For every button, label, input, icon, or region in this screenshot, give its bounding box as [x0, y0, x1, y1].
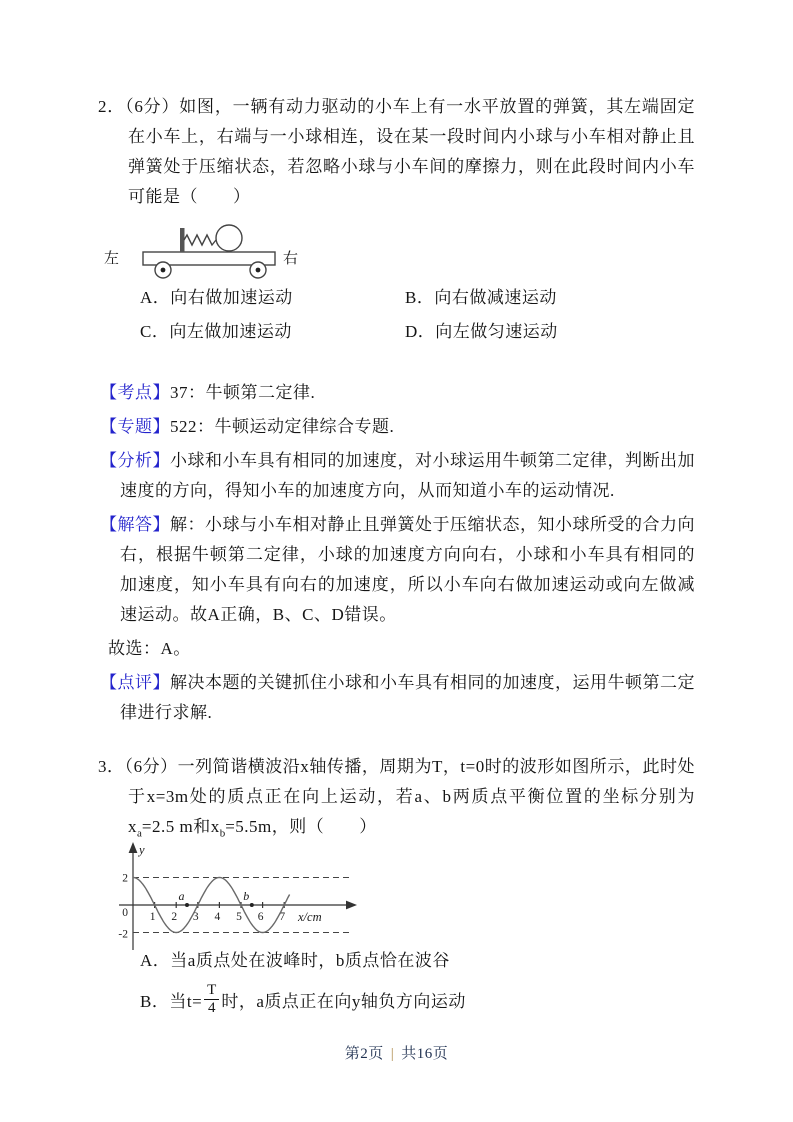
q3-subscript-b: b: [219, 827, 226, 840]
footer-page-number: 第2页: [344, 1046, 384, 1062]
q3-option-b-post: 时，a质点正在向y轴负方向运动: [221, 991, 466, 1011]
dianping-label: 【点评】: [100, 673, 170, 692]
spring-coil-icon: [184, 235, 216, 245]
cart-wheel-left-hub: [161, 268, 166, 273]
x-tick-label: 3: [192, 911, 199, 923]
x-axis-arrow-icon: [346, 901, 357, 910]
y-tick-label: 0: [122, 907, 128, 919]
cart-figure: [103, 216, 303, 287]
q2-option-d-text: 向左做匀速运动: [435, 322, 558, 341]
q2-option-a-text: 向右做加速运动: [170, 288, 293, 307]
dianping-section: [100, 668, 695, 728]
fraction-denominator: 4: [207, 999, 216, 1016]
page-footer: [0, 1042, 793, 1063]
fraction-T-over-4: [204, 982, 219, 1017]
fenxi-text: 小球和小车具有相同的加速度，对小球运用牛顿第二定律，判断出加速度的方向，得知小车的加速度方向，从而知道小车的运动情况.: [120, 451, 695, 500]
y-axis-arrow-icon: [129, 842, 138, 853]
kaodian-text: 37：牛顿第二定律.: [170, 383, 316, 402]
ball: [216, 225, 242, 251]
jieda-text: 解：小球与小车相对静止且弹簧处于压缩状态，知小球所受的合力向右，根据牛顿第二定律，小球的加速度方向向右，小球和小车具有相同的加速度，知小车具有向右的加速度，所以小车向右做加速运动或向左做减速运动。故A正确，B、C、D错误。: [120, 515, 695, 624]
q3-option-b-label: B．: [140, 991, 170, 1011]
cart-wheel-right-hub: [256, 268, 261, 273]
q2-option-c-label: C．: [140, 322, 170, 341]
jieda-label: 【解答】: [100, 515, 170, 534]
zhuanti-label: 【专题】: [100, 417, 170, 436]
wave-plot: [112, 842, 362, 954]
q3-option-a-text: 当a质点处在波峰时，b质点恰在波谷: [170, 951, 450, 970]
fraction-numerator: T: [204, 982, 219, 1000]
particle-label-a: a: [178, 889, 185, 903]
y-tick-label: 2: [122, 872, 128, 885]
q2-option-b-text: 向右做减速运动: [434, 288, 557, 307]
q3-option-b-pre: 当t=: [169, 991, 203, 1011]
cart-spring-diagram: [103, 216, 303, 282]
particle-label-b: b: [243, 889, 250, 903]
particle-dot-b: [250, 903, 254, 907]
footer-page-total: 共16页: [401, 1046, 449, 1062]
question-2-solution: [100, 378, 695, 732]
y-tick-label: -2: [118, 928, 128, 941]
x-tick-label: 7: [279, 911, 286, 923]
kaodian-label: 【考点】: [100, 383, 170, 402]
q2-option-a-label: A．: [140, 288, 171, 307]
footer-separator: |: [390, 1046, 395, 1062]
q2-option-d: [405, 317, 685, 347]
x-tick-label: 5: [236, 911, 242, 923]
fenxi-label: 【分析】: [100, 451, 170, 470]
x-tick-label: 4: [214, 911, 221, 923]
question-3-text: [98, 752, 695, 842]
q3-option-a: [140, 946, 466, 976]
question-3-options: [140, 946, 466, 1022]
question-2-options: [140, 283, 685, 347]
x-tick-label: 6: [257, 911, 264, 923]
q3-text-part3: =5.5m，则（ ）: [225, 817, 377, 836]
q2-option-c: [140, 317, 405, 347]
dianping-text: 解决本题的关键抓住小球和小车具有相同的加速度，运用牛顿第二定律进行求解.: [120, 673, 695, 722]
zhuanti-section: [100, 412, 695, 442]
q2-option-a: [140, 283, 405, 313]
kaodian-section: [100, 378, 695, 408]
q3-text-part1: 3．（6分）一列简谐横波沿x轴传播，周期为T，t=0时的波形如图所示，此时处于x=3m处的质点正在向上运动，若a、b两质点平衡位置的坐标分别为x: [98, 757, 695, 836]
cart-right-label: 右: [283, 251, 299, 267]
q3-option-b: [140, 976, 466, 1022]
cart-left-label: 左: [104, 251, 120, 267]
question-2-text: 2．（6分）如图，一辆有动力驱动的小车上有一水平放置的弹簧，其左端固定在小车上，右端与一小球相连，设在某一段时间内小球与小车相对静止且弹簧处于压缩状态，若忽略小球与小车间的摩擦力，则在此段时间内小车可能是（ ）: [98, 97, 695, 206]
q3-subscript-a: a: [137, 827, 142, 840]
answer-line: 故选：A。: [108, 639, 191, 658]
x-tick-label: 2: [171, 911, 178, 923]
q2-option-b: [405, 283, 685, 313]
q3-text-part2: =2.5 m和x: [141, 817, 220, 836]
q2-option-c-text: 向左做加速运动: [169, 322, 292, 341]
spring-post: [180, 228, 185, 252]
y-axis-label: y: [139, 843, 145, 857]
jieda-section: [100, 510, 695, 630]
zhuanti-text: 522：牛顿运动定律综合专题.: [170, 417, 395, 436]
q3-option-a-label: A．: [140, 951, 171, 970]
fenxi-section: [100, 446, 695, 506]
x-tick-label: 1: [149, 911, 156, 923]
q2-option-b-label: B．: [405, 288, 435, 307]
x-axis-label: x/cm: [298, 910, 322, 924]
wave-figure: [112, 842, 362, 959]
q2-option-d-label: D．: [405, 322, 436, 341]
particle-dot-a: [185, 903, 189, 907]
